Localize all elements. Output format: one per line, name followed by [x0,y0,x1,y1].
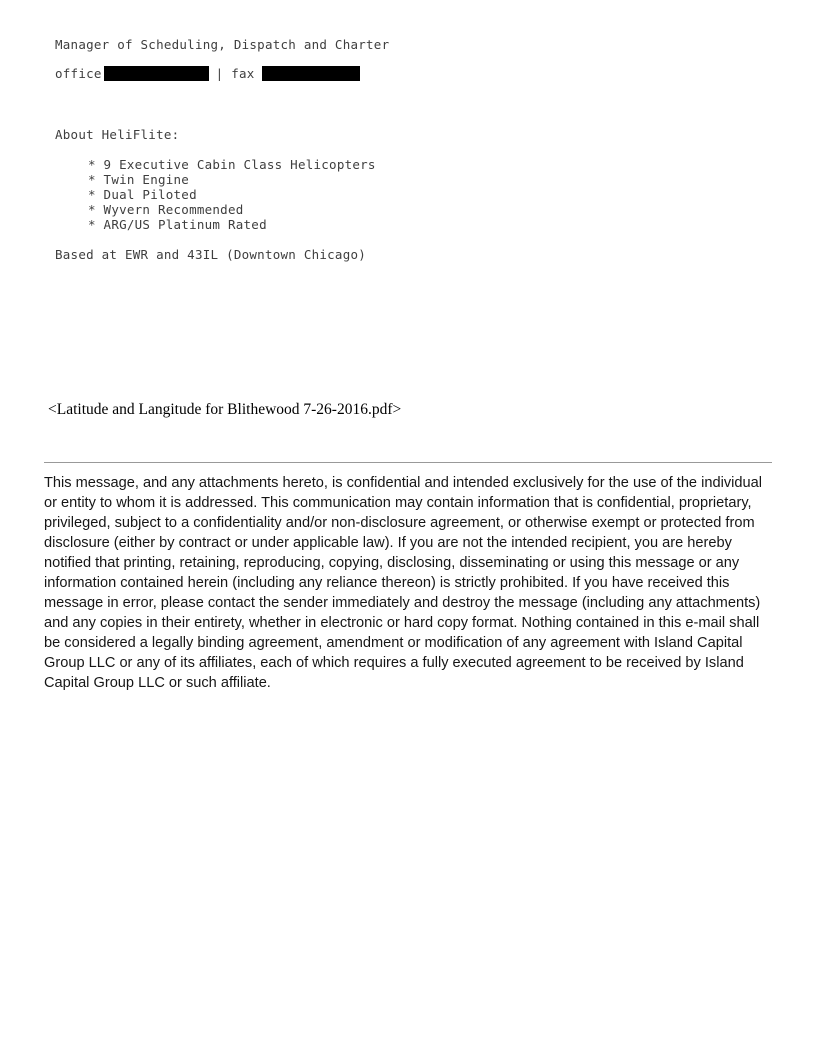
signature-title: Manager of Scheduling, Dispatch and Charter [55,37,390,52]
bullet-item: * Dual Piloted [88,187,197,202]
divider-line [44,462,772,463]
bullet-item: * Wyvern Recommended [88,202,244,217]
attachment-reference: <Latitude and Langitude for Blithewood 7-26-2016.pdf> [48,401,402,418]
redacted-office-number [104,66,209,81]
bullet-item: * Twin Engine [88,172,190,187]
email-signature-block [55,37,389,262]
bullet-item: * ARG/US Platinum Rated [88,217,267,232]
contact-line [55,66,389,82]
about-heading: About HeliFlite: [55,127,180,142]
office-label: office [55,66,102,81]
about-bullet-list [55,157,389,232]
redacted-fax-number [262,66,360,81]
fax-label: | fax [215,66,255,81]
disclaimer-text: This message, and any attachments hereto, is confidential and intended exclusively for the use of the individual or entity to whom it is addressed. This communication may contain information that is confidential, proprietary, privileged, subject to a confidentiality and/or non-disclosure agreement, or otherwise exempt or protected from disclosure (either by contract or under applicable law). If you are not the intended recipient, you are hereby notified that printing, retaining, reproducing, copying, disclosing, disseminating or using this message or any information contained herein (including any reliance thereon) is strictly prohibited. If you have received this message in error, please contact the sender immediately and destroy the message (including any attachments) and any copies in their entirety, whether in electronic or hard copy format. Nothing contained in this e-mail shall be considered a legally binding agreement, amendment or modification of any agreement with Island Capital Group LLC or any of its affiliates, each of which requires a fully executed agreement to be received by Island Capital Group LLC or such affiliate. [44,475,762,691]
bullet-item: * 9 Executive Cabin Class Helicopters [88,157,376,172]
based-at-line: Based at EWR and 43IL (Downtown Chicago) [55,247,367,262]
